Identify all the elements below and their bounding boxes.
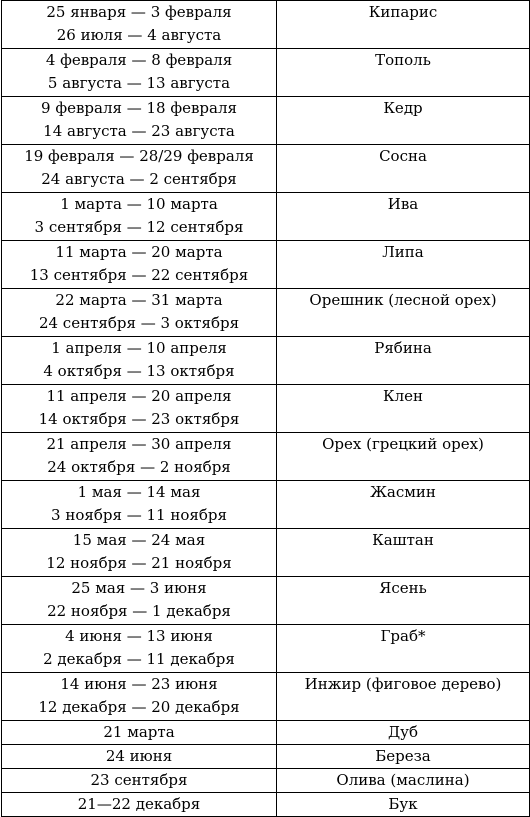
date-range-cell xyxy=(2,433,277,481)
tree-name-cell xyxy=(277,241,530,289)
tree-name: Инжир (фиговое дерево) xyxy=(304,675,502,693)
date-range-line: 2 декабря — 11 декабря xyxy=(43,650,235,668)
table-row xyxy=(2,577,530,625)
date-range-line: 3 ноября — 11 ноября xyxy=(51,506,227,524)
table-row xyxy=(2,385,530,433)
tree-name: Кипарис xyxy=(368,3,438,21)
table-row xyxy=(2,97,530,145)
date-range-cell xyxy=(2,385,277,433)
date-range-cell xyxy=(2,481,277,529)
tree-name: Бук xyxy=(388,795,418,813)
tree-name: Рябина xyxy=(374,339,432,357)
tree-name: Береза xyxy=(375,747,431,765)
date-range-line: 22 ноября — 1 декабря xyxy=(47,602,231,620)
table-row xyxy=(2,145,530,193)
table-row xyxy=(2,49,530,97)
tree-name: Каштан xyxy=(372,531,434,549)
tree-name: Орех (грецкий орех) xyxy=(322,435,484,453)
date-range-cell xyxy=(2,97,277,145)
date-range-line: 19 февраля — 28/29 февраля xyxy=(24,147,254,165)
date-range-line: 24 октября — 2 ноября xyxy=(47,458,231,476)
tree-name-cell xyxy=(277,97,530,145)
table-body xyxy=(2,1,530,817)
date-range-line: 9 февраля — 18 февраля xyxy=(41,99,237,117)
tree-name-cell xyxy=(277,1,530,49)
table-row xyxy=(2,193,530,241)
date-range-line: 5 августа — 13 августа xyxy=(47,74,231,92)
date-range-line: 25 мая — 3 июня xyxy=(71,579,207,597)
date-range-line: 14 июня — 23 июня xyxy=(60,675,218,693)
tree-name-cell xyxy=(277,193,530,241)
table-row xyxy=(2,673,530,721)
date-range-line: 11 апреля — 20 апреля xyxy=(46,387,232,405)
table-row xyxy=(2,433,530,481)
tree-name: Дуб xyxy=(387,723,419,741)
date-range-cell xyxy=(2,337,277,385)
tree-name-cell xyxy=(277,577,530,625)
date-range-line: 22 марта — 31 марта xyxy=(55,291,223,309)
date-range-line: 1 марта — 10 марта xyxy=(60,195,218,213)
tree-name-cell xyxy=(277,337,530,385)
tree-name-cell xyxy=(277,673,530,721)
tree-name-cell xyxy=(277,721,530,745)
date-range-line: 11 марта — 20 марта xyxy=(55,243,223,261)
date-range-line: 25 января — 3 февраля xyxy=(46,3,232,21)
tree-name-cell xyxy=(277,289,530,337)
tree-name: Тополь xyxy=(375,51,431,69)
tree-name: Олива (маслина) xyxy=(336,771,470,789)
table-row xyxy=(2,769,530,793)
date-range-cell xyxy=(2,1,277,49)
tree-name-cell xyxy=(277,769,530,793)
date-range-line: 3 сентября — 12 сентября xyxy=(34,218,244,236)
table-row xyxy=(2,721,530,745)
date-range-line: 24 июня xyxy=(105,747,173,765)
tree-name: Ясень xyxy=(379,579,427,597)
tree-name: Орешник (лесной орех) xyxy=(309,291,497,309)
tree-name-cell xyxy=(277,49,530,97)
tree-name-cell xyxy=(277,481,530,529)
date-range-cell xyxy=(2,577,277,625)
date-range-line: 26 июля — 4 августа xyxy=(56,26,222,44)
date-range-line: 23 сентября xyxy=(90,771,188,789)
tree-name-cell xyxy=(277,433,530,481)
date-range-line: 1 мая — 14 мая xyxy=(77,483,201,501)
date-range-cell xyxy=(2,769,277,793)
tree-name-cell xyxy=(277,145,530,193)
date-range-cell xyxy=(2,289,277,337)
date-range-line: 21 марта xyxy=(103,723,175,741)
date-range-line: 14 октября — 23 октября xyxy=(38,410,240,428)
table-row xyxy=(2,1,530,49)
tree-name: Сосна xyxy=(379,147,427,165)
date-range-line: 12 ноября — 21 ноября xyxy=(46,554,232,572)
table-row xyxy=(2,289,530,337)
date-range-line: 4 июня — 13 июня xyxy=(65,627,213,645)
tree-horoscope-table xyxy=(1,0,530,817)
date-range-line: 1 апреля — 10 апреля xyxy=(51,339,227,357)
date-range-line: 21—22 декабря xyxy=(77,795,201,813)
date-range-line: 15 мая — 24 мая xyxy=(72,531,206,549)
date-range-line: 4 октября — 13 октября xyxy=(43,362,235,380)
date-range-cell xyxy=(2,793,277,817)
tree-name-cell xyxy=(277,793,530,817)
tree-name-cell xyxy=(277,385,530,433)
date-range-cell xyxy=(2,721,277,745)
date-range-line: 13 сентября — 22 сентября xyxy=(29,266,249,284)
table-row xyxy=(2,337,530,385)
date-range-cell xyxy=(2,625,277,673)
date-range-cell xyxy=(2,673,277,721)
table-row xyxy=(2,241,530,289)
tree-name: Клен xyxy=(382,387,423,405)
date-range-line: 14 августа — 23 августа xyxy=(43,122,235,140)
date-range-cell xyxy=(2,49,277,97)
date-range-cell xyxy=(2,241,277,289)
date-range-cell xyxy=(2,529,277,577)
date-range-line: 24 августа — 2 сентября xyxy=(41,170,237,188)
date-range-line: 21 апреля — 30 апреля xyxy=(46,435,232,453)
date-range-line: 12 декабря — 20 декабря xyxy=(38,698,240,716)
tree-name: Жасмин xyxy=(370,483,436,501)
tree-name: Граб* xyxy=(380,627,426,645)
table-row xyxy=(2,745,530,769)
date-range-line: 4 февраля — 8 февраля xyxy=(45,51,233,69)
tree-name: Липа xyxy=(382,243,424,261)
table-row xyxy=(2,481,530,529)
table-row xyxy=(2,529,530,577)
tree-name: Кедр xyxy=(383,99,423,117)
date-range-line: 24 сентября — 3 октября xyxy=(38,314,240,332)
tree-name: Ива xyxy=(387,195,419,213)
tree-name-cell xyxy=(277,529,530,577)
date-range-cell xyxy=(2,145,277,193)
date-range-cell xyxy=(2,193,277,241)
date-range-cell xyxy=(2,745,277,769)
table-row xyxy=(2,625,530,673)
tree-name-cell xyxy=(277,745,530,769)
table-row xyxy=(2,793,530,817)
tree-name-cell xyxy=(277,625,530,673)
